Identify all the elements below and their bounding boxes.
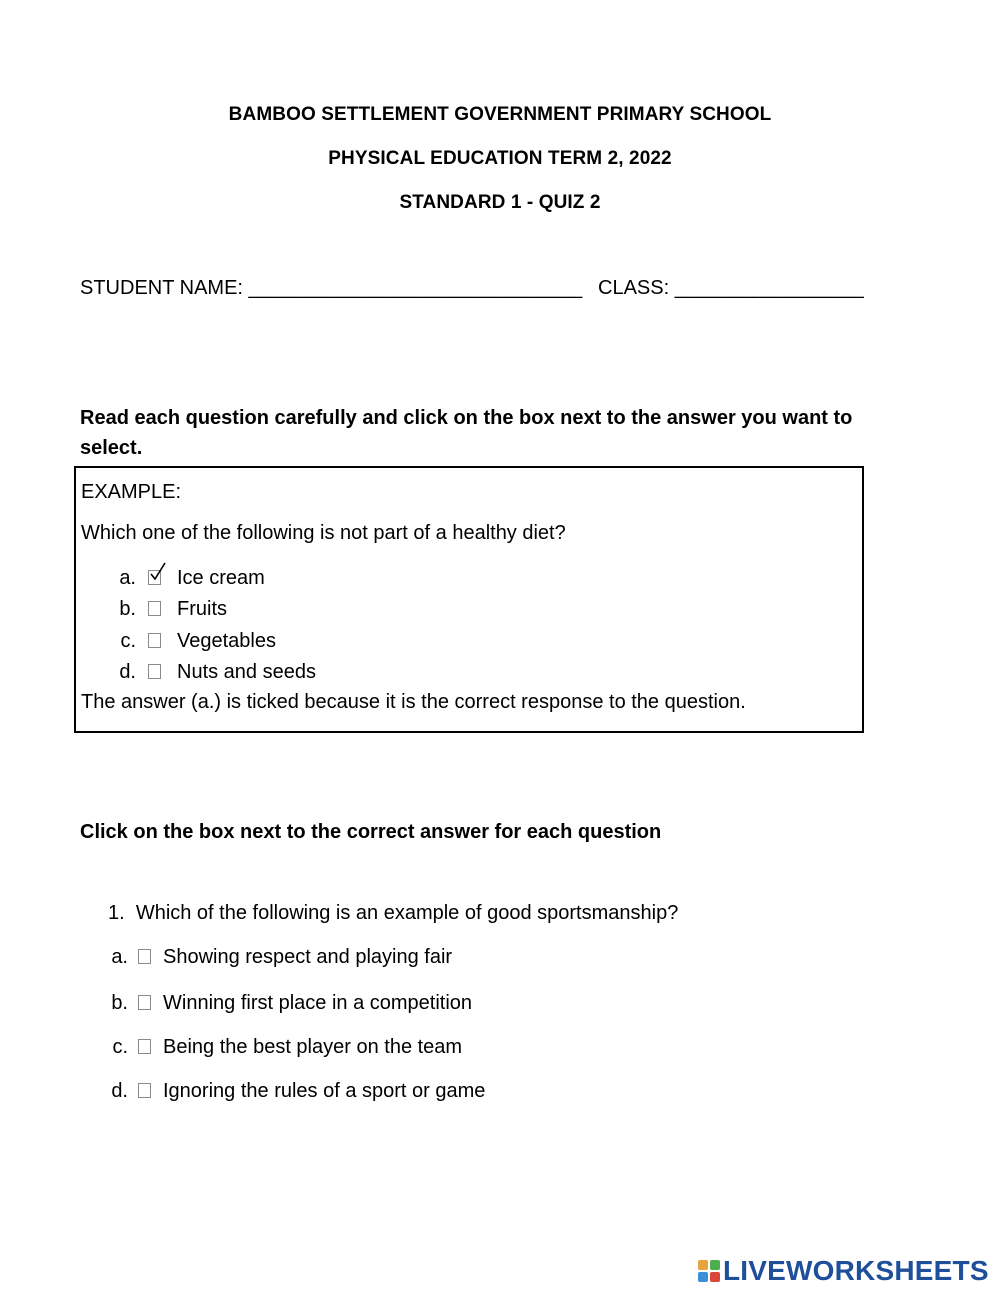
- logo-square: [710, 1272, 720, 1282]
- checkbox-checked[interactable]: [148, 570, 161, 585]
- question-1: [108, 902, 678, 925]
- q1-option-a[interactable]: [100, 946, 452, 969]
- option-text: Ignoring the rules of a sport or game: [163, 1080, 486, 1102]
- section-instruction: Click on the box next to the correct answer for each question: [80, 821, 662, 843]
- logo-mark-icon: [698, 1260, 720, 1282]
- q1-option-d[interactable]: [100, 1080, 485, 1103]
- option-text: Nuts and seeds: [177, 661, 316, 683]
- q1-option-c[interactable]: [100, 1036, 462, 1059]
- logo-square: [698, 1260, 708, 1270]
- option-text: Being the best player on the team: [163, 1036, 463, 1058]
- option-letter: d.: [111, 1080, 128, 1102]
- subject-term: PHYSICAL EDUCATION TERM 2, 2022: [328, 148, 672, 169]
- school-name: BAMBOO SETTLEMENT GOVERNMENT PRIMARY SCHOOL: [228, 104, 772, 125]
- checkmark-icon: [149, 562, 167, 582]
- logo-text: LIVEWORKSHEETS: [723, 1255, 989, 1286]
- example-option-b[interactable]: [98, 598, 227, 621]
- option-text: Fruits: [177, 598, 227, 620]
- option-letter: a.: [111, 946, 128, 968]
- class-field[interactable]: CLASS: _________________: [598, 277, 864, 299]
- example-label: EXAMPLE:: [81, 481, 182, 503]
- question-number: 1.: [108, 902, 125, 924]
- option-letter: d.: [119, 661, 136, 683]
- checkbox[interactable]: [148, 601, 161, 616]
- checkbox[interactable]: [148, 664, 161, 679]
- example-explanation: The answer (a.) is ticked because it is the correct response to the question.: [81, 691, 746, 713]
- option-letter: c.: [112, 1036, 128, 1058]
- option-text: Showing respect and playing fair: [163, 946, 453, 968]
- liveworksheets-logo: [698, 1254, 989, 1288]
- option-letter: b.: [111, 992, 128, 1014]
- question-text: Which of the following is an example of good sportsmanship?: [135, 902, 679, 924]
- option-text: Vegetables: [177, 630, 276, 652]
- option-letter: b.: [119, 598, 136, 620]
- option-text: Ice cream: [177, 567, 265, 589]
- logo-square: [698, 1272, 708, 1282]
- student-name-field[interactable]: STUDENT NAME: ______________________________: [80, 277, 583, 299]
- checkbox[interactable]: [138, 949, 151, 964]
- instructions-line1: Read each question carefully and click on the box next to the answer you want to: [80, 407, 853, 429]
- quiz-title: STANDARD 1 - QUIZ 2: [399, 192, 601, 213]
- checkbox[interactable]: [148, 633, 161, 648]
- option-text: Winning first place in a competition: [163, 992, 473, 1014]
- example-option-d[interactable]: [98, 661, 316, 684]
- checkbox[interactable]: [138, 995, 151, 1010]
- q1-option-b[interactable]: [100, 992, 472, 1015]
- option-letter: a.: [119, 567, 136, 589]
- option-letter: c.: [120, 630, 136, 652]
- example-question: Which one of the following is not part of a healthy diet?: [81, 522, 566, 544]
- checkbox[interactable]: [138, 1039, 151, 1054]
- instructions-line2: select.: [80, 437, 143, 459]
- checkbox[interactable]: [138, 1083, 151, 1098]
- example-option-a[interactable]: [98, 567, 265, 590]
- logo-square: [710, 1260, 720, 1270]
- example-option-c[interactable]: [98, 630, 276, 653]
